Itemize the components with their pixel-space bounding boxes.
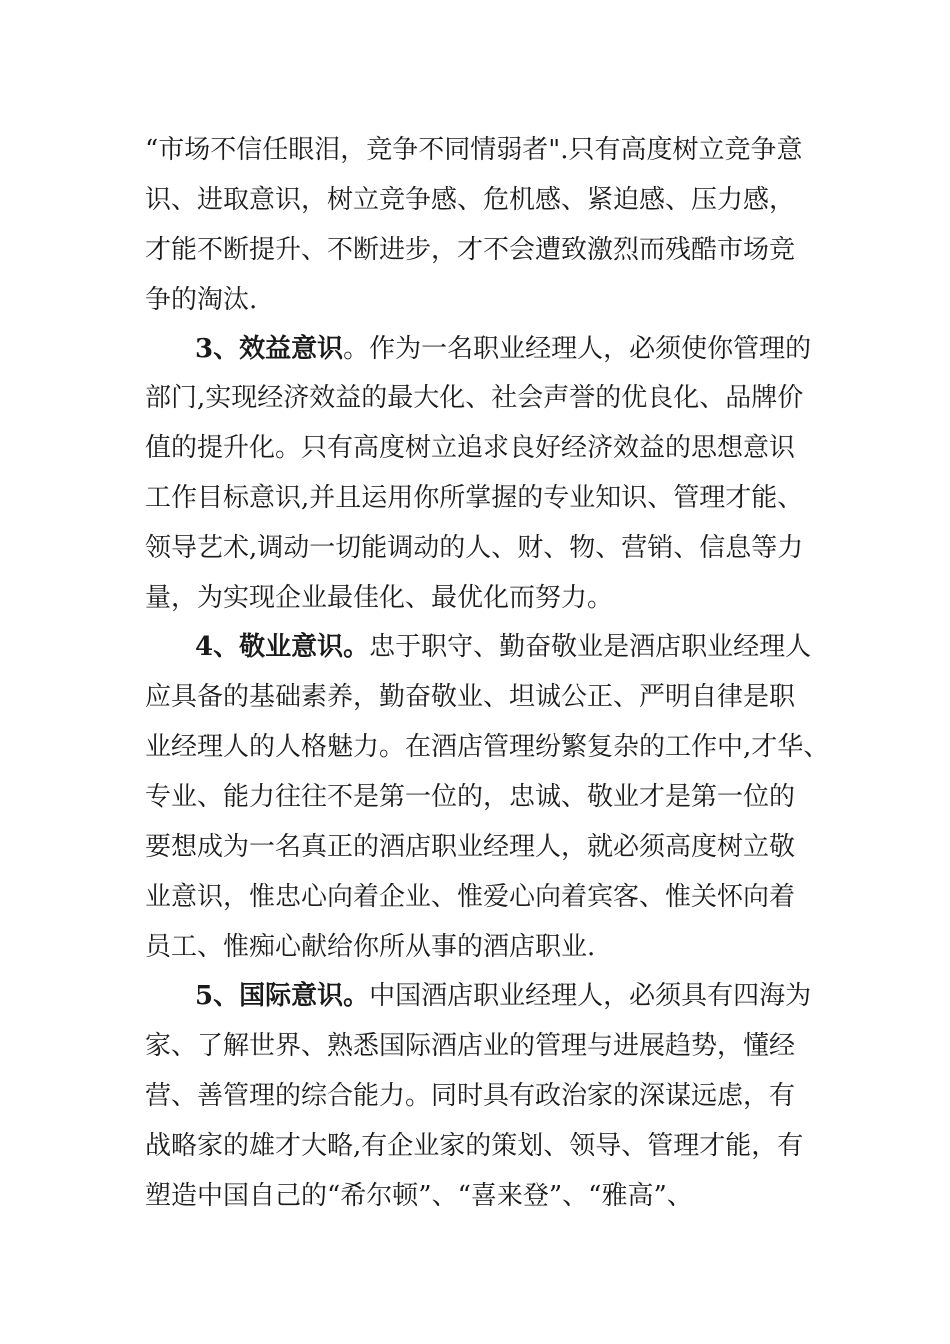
paragraph-line: 专业、能力往往不是第一位的，忠诚、敬业才是第一位的 bbox=[145, 782, 796, 812]
paragraph-line: 才能不断提升、不断进步，才不会遭致激烈而残酷市场竞 bbox=[145, 235, 796, 265]
paragraph-line: 量，为实现企业最佳化、最优化而努力。 bbox=[145, 583, 614, 613]
section-heading: 4、敬业意识。 bbox=[195, 632, 370, 662]
paragraph-line: 营、善管理的综合能力。同时具有政治家的深谋远虑，有 bbox=[145, 1081, 796, 1111]
section-heading: 5、国际意识。 bbox=[195, 981, 370, 1011]
section-heading: 3、效益意识 bbox=[195, 334, 344, 364]
paragraph-line: 4、敬业意识。忠于职守、勤奋敬业是酒店职业经理人 bbox=[195, 632, 812, 662]
paragraph-line: 战略家的雄才大略,有企业家的策划、领导、管理才能，有 bbox=[145, 1131, 804, 1161]
paragraph-line: 家、了解世界、熟悉国际酒店业的管理与进展趋势，懂经 bbox=[145, 1031, 796, 1061]
paragraph-line: 应具备的基础素养，勤奋敬业、坦诚公正、严明自律是职 bbox=[145, 682, 796, 712]
paragraph-line: 争的淘汰. bbox=[145, 285, 258, 315]
paragraph-line: 业经理人的人格魅力。在酒店管理纷繁复杂的工作中,才华、 bbox=[145, 732, 830, 762]
paragraph-line: 值的提升化。只有高度树立追求良好经济效益的思想意识 bbox=[145, 433, 796, 463]
paragraph-line: 领导艺术,调动一切能调动的人、财、物、营销、信息等力 bbox=[145, 533, 804, 563]
paragraph-line: 3、效益意识。作为一名职业经理人，必须使你管理的 bbox=[195, 334, 812, 364]
paragraph-line: 塑造中国自己的“希尔顿”、“喜来登”、“雅高”、 bbox=[145, 1181, 693, 1211]
paragraph-line: 识、进取意识，树立竞争感、危机感、紧迫感、压力感， bbox=[145, 185, 796, 215]
paragraph-line: “市场不信任眼泪，竞争不同情弱者".只有高度树立竞争意 bbox=[145, 135, 803, 165]
paragraph-line: 要想成为一名真正的酒店职业经理人，就必须高度树立敬 bbox=[145, 832, 796, 862]
paragraph-line: 员工、惟痴心献给你所从事的酒店职业. bbox=[145, 932, 596, 962]
paragraph-line: 业意识，惟忠心向着企业、惟爱心向着宾客、惟关怀向着 bbox=[145, 882, 796, 912]
paragraph-line: 工作目标意识,并且运用你所掌握的专业知识、管理才能、 bbox=[145, 483, 804, 513]
paragraph-line: 部门,实现经济效益的最大化、社会声誉的优良化、品牌价 bbox=[145, 383, 804, 413]
paragraph-line: 5、国际意识。中国酒店职业经理人，必须具有四海为 bbox=[195, 981, 812, 1011]
